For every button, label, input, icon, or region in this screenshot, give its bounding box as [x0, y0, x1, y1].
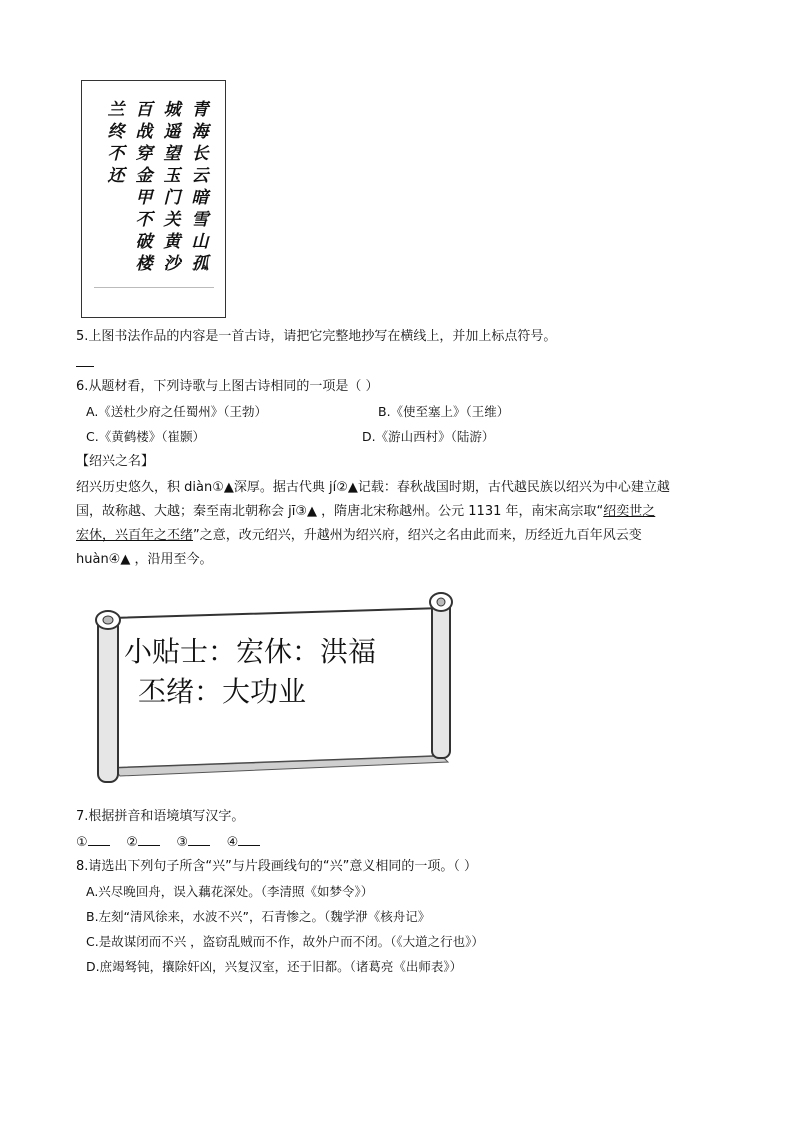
- passage-line-1: 绍兴历史悠久，积 diàn①▲深厚。据古代典 jí②▲记载：春秋战国时期，古代越民族以绍兴为中心建立越: [76, 480, 670, 495]
- blank-3[interactable]: [188, 833, 210, 846]
- calligraphy-frame: [94, 89, 214, 288]
- q7-blanks: [76, 833, 260, 852]
- passage-line-4: huàn④▲ ，沿用至今。: [76, 552, 213, 567]
- question-5: 5.上图书法作品的内容是一首古诗，请把它完整地抄写在横线上，并加上标点符号。: [76, 329, 557, 344]
- underlined-sentence-part-2: 宏休，兴百年之丕绪: [76, 528, 194, 543]
- passage-line-2: 国，故称越、大越；秦至南北朝称会 jī③▲ ，隋唐北宋称越州。公元 1131 年，南宋高宗取“绍奕世之: [76, 504, 656, 519]
- q6-option-a[interactable]: A.《送杜少府之任蜀州》（王勃）: [86, 404, 268, 419]
- q6-option-b[interactable]: B.《使至塞上》（王维）: [378, 404, 510, 419]
- answer-line[interactable]: [76, 366, 94, 367]
- underlined-sentence-part-1: 绍奕世之: [603, 504, 656, 519]
- q8-option-c[interactable]: C.是故谋闭而不兴 ，盗窃乱贼而不作，故外户而不闭。（《大道之行也》）: [86, 934, 484, 949]
- calligraphy-column-4: 兰终不还: [107, 100, 125, 186]
- scroll-text: [124, 632, 376, 712]
- calligraphy-column-2: 城遥望玉门关黄沙: [163, 100, 181, 274]
- calligraphy-column-3: 百战穿金甲不破楼: [135, 100, 153, 274]
- blank-label-2: ②: [126, 835, 138, 850]
- q8-option-d[interactable]: D.庶竭驽钝，攘除奸凶，兴复汉室，还于旧都。（诸葛亮《出师表》）: [86, 959, 463, 974]
- tip-scroll: [92, 588, 462, 788]
- tip-line-2: 丕绪：大功业: [138, 675, 307, 708]
- question-8: 8.请选出下列句子所含“兴”与片段画线句的“兴”意义相同的一项。（ ）: [76, 859, 477, 874]
- question-7: 7.根据拼音和语境填写汉字。: [76, 809, 245, 824]
- blank-2[interactable]: [138, 833, 160, 846]
- blank-label-1: ①: [76, 835, 88, 850]
- q6-option-d[interactable]: D.《游山西村》（陆游）: [362, 429, 495, 444]
- question-6: 6.从题材看，下列诗歌与上图古诗相同的一项是（ ）: [76, 379, 379, 394]
- passage: [76, 476, 726, 572]
- blank-4[interactable]: [238, 833, 260, 846]
- q6-option-c[interactable]: C.《黄鹤楼》（崔颢）: [86, 429, 205, 444]
- tip-line-1: 小贴士：宏休：洪福: [124, 635, 377, 668]
- blank-label-4: ④: [226, 835, 239, 850]
- calligraphy-column-1: 青海长云暗雪山孤: [191, 100, 209, 274]
- passage-line-3: 宏休，兴百年之丕绪”之意，改元绍兴，升越州为绍兴府，绍兴之名由此而来，历经近九百年风云变: [76, 528, 642, 543]
- blank-label-3: ③: [176, 835, 189, 850]
- section-title: 【绍兴之名】: [76, 454, 155, 469]
- blank-1[interactable]: [88, 833, 110, 846]
- q8-option-b[interactable]: B.左刻“清风徐来，水波不兴”，石青惨之。（魏学洢《核舟记》: [86, 909, 431, 924]
- q8-option-a[interactable]: A.兴尽晚回舟，误入藕花深处。（李清照《如梦令》）: [86, 884, 374, 899]
- calligraphy-image: [81, 80, 226, 318]
